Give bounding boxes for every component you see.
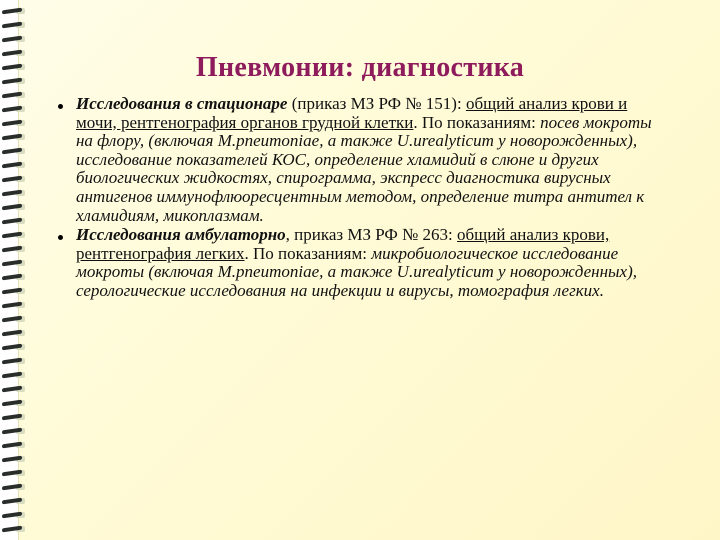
slide-title: Пневмонии: диагностика <box>195 52 525 83</box>
binding-ring <box>2 232 26 238</box>
item-order: (приказ МЗ РФ № 151): <box>287 94 466 113</box>
binding-ring <box>2 386 26 392</box>
binding-ring <box>2 8 26 14</box>
item-connector: . По показаниям: <box>244 243 372 263</box>
item-lead: Исследования в стационаре <box>76 94 288 113</box>
binding-ring <box>2 302 26 308</box>
binding-ring <box>2 288 26 294</box>
binding-ring <box>2 470 26 476</box>
item-main-tests: общий анализ крови и мочи, рентгенография органов грудной клетки <box>76 94 628 132</box>
binding-ring <box>2 120 26 126</box>
binding-ring <box>2 498 26 504</box>
binding-ring <box>2 428 26 434</box>
binding-ring <box>2 372 26 378</box>
item-main-tests: общий анализ крови, рентгенография легких <box>76 225 610 263</box>
binding-ring <box>2 414 26 420</box>
binding-ring <box>2 176 26 182</box>
binding-ring <box>2 92 26 98</box>
binding-ring <box>2 344 26 350</box>
list-item-outpatient <box>58 226 663 300</box>
binding-ring <box>2 162 26 168</box>
item-extra-tests: микробиологическое исследование мокроты (включая M.pneumoniae, а также U.urealyticum у новорожденных), серологические исследования на инфекции и вирусы, томография легких. <box>76 243 637 300</box>
binding-ring <box>2 274 26 280</box>
binding-ring <box>2 260 26 266</box>
binding-ring <box>2 148 26 154</box>
binding-ring <box>2 246 26 252</box>
binding-ring <box>2 106 26 112</box>
binding-ring <box>2 36 26 42</box>
binding-ring <box>2 526 26 532</box>
bullet-icon <box>58 104 63 109</box>
binding-ring <box>2 190 26 196</box>
binding-ring <box>2 22 26 28</box>
item-order: , приказ МЗ РФ № 263: <box>285 225 458 245</box>
item-extra-tests: посев мокроты на флору, (включая M.pneumoniae, а также U.urealyticum у новорожденных), исследование показателей КОС, определение хламидий в слюне и других биологических жидкостях, спирограмма, экспресс диагностика вирусных антигенов иммунофлюоресцентным методом, определение титра антител к хламидиям, микоплазмам. <box>76 112 652 225</box>
item-connector: . По показаниям: <box>413 112 541 132</box>
slide-body <box>58 95 663 302</box>
item-lead: Исследования амбулаторно <box>76 225 286 245</box>
binding-ring <box>2 456 26 462</box>
binding-ring <box>2 134 26 140</box>
binding-ring <box>2 204 26 210</box>
binding-ring <box>2 330 26 336</box>
binding-ring <box>2 358 26 364</box>
binding-ring <box>2 400 26 406</box>
binding-ring <box>2 512 26 518</box>
bullet-icon <box>58 235 63 240</box>
binding-ring <box>2 484 26 490</box>
binding-ring <box>2 442 26 448</box>
binding-ring <box>2 218 26 224</box>
list-item-inpatient <box>58 95 663 225</box>
binding-ring <box>2 316 26 322</box>
